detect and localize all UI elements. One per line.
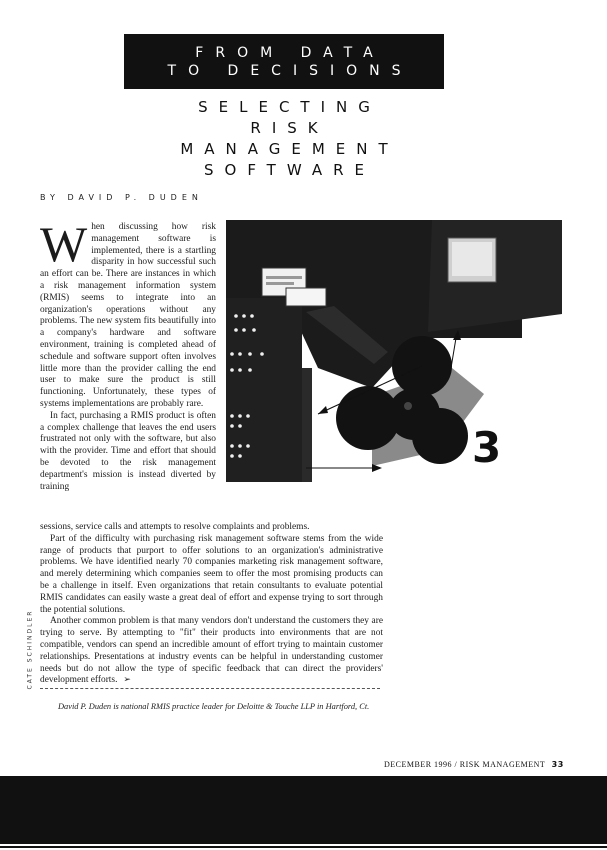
series-banner	[124, 34, 444, 89]
byline: BY DAVID P. DUDEN	[40, 193, 203, 202]
banner-line-1: FROM DATA	[195, 44, 385, 61]
illustration-numeral: 3	[472, 423, 502, 472]
page-folio	[384, 760, 564, 769]
illustration	[222, 218, 566, 482]
article-title	[124, 97, 444, 181]
paragraph-1: hen discussing how risk management software is implemented, there is a startling disparity in how successful such an effort can be. There are instances in which a risk management information system (RMIS) seems to integrate into an organization's operations without any problems. The new system fits beautifully into a company's hardware and software environment, training is completed ahead of schedule and software support often involves little more than the provider calling the end user to make sure the product is still functioning. Unfortunately, these types of systems implementations are probably rare.	[40, 222, 216, 409]
folio-text: DECEMBER 1996 / RISK MANAGEMENT	[384, 760, 546, 769]
footnote-rule	[40, 688, 380, 689]
paragraph-2: In fact, purchasing a RMIS product is often a complex challenge that leaves the end users frustrated not only with the software, but also with the provider. Time and effort that should be devoted to the risk management department's mission is instead diverted by training	[40, 410, 216, 492]
bottom-edge-line	[0, 846, 607, 848]
paragraph-3: Part of the difficulty with purchasing risk management software stems from the wide range of products that purport to offer solutions to an organization's administrative problems. We have identified nearly 70 companies marketing risk management software, and merely determining which companies seem to offer the most promising products can be a challenge in itself. Even organizations that retain consultants to evaluate potential RMIS candidates can easily waste a great deal of effort and expense trying to sort through the potential solutions.	[40, 533, 383, 615]
illustration-credit	[22, 609, 34, 692]
continued-arrow-icon: ➢	[123, 675, 131, 686]
bottom-scan-bar	[0, 776, 607, 844]
drop-cap: W	[40, 216, 88, 272]
title-line-3: SOFTWARE	[203, 161, 376, 179]
paragraph-4: Another common problem is that many vendors don't understand the customers they are trying to serve. By attempting to "fit" their products into environments that are not compatible, vendors can spend an incredible amount of effort trying to maintain customer relationships. Presentations at industry events can be helpful in understanding customer needs but do not allow the type of specific feedback that can direct the providers' development efforts.	[40, 616, 383, 686]
credit-text: CATE SCHINDLER	[26, 609, 34, 690]
paragraph-2-continued: sessions, service calls and attempts to resolve complaints and problems.	[40, 522, 310, 532]
column-one	[40, 216, 216, 493]
title-line-2: RISK MANAGEMENT	[180, 119, 399, 158]
banner-line-2: TO DECISIONS	[167, 62, 413, 79]
title-line-1: SELECTING	[198, 98, 381, 116]
full-width-text	[40, 522, 383, 687]
page-number: 33	[551, 760, 564, 769]
author-footnote: David P. Duden is national RMIS practice leader for Deloitte & Touche LLP in Hartford, Ct.	[58, 702, 370, 711]
